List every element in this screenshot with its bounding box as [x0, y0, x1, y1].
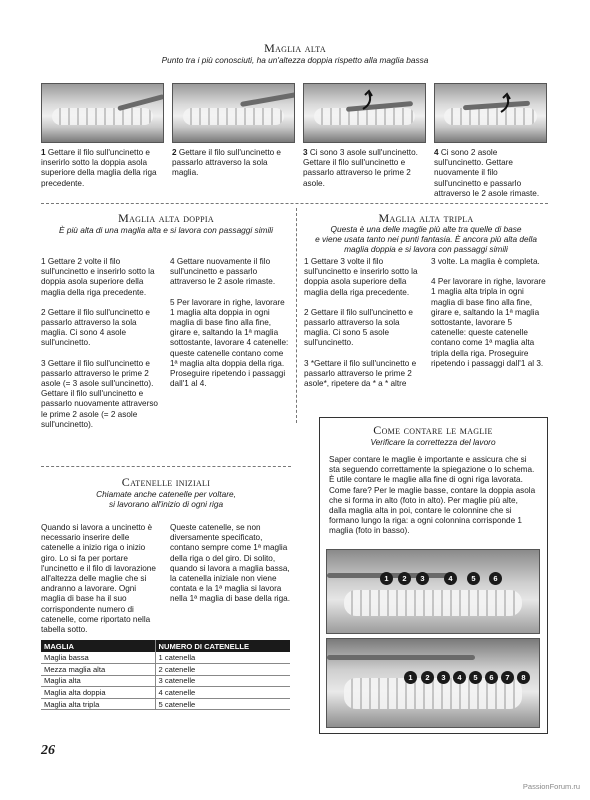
maglia-alta-subtitle: Punto tra i più conosciuti, ha un'altezza doppia rispetto alla maglia bassa [161, 55, 429, 65]
count-marker: 3 [437, 671, 450, 684]
column-divider [296, 208, 297, 423]
step-caption-4: 4 Ci sono 2 asole sull'uncinetto. Gettare nuovamente il filo sull'uncinetto e passarlo attraverso le 2 asole rimaste. [434, 148, 540, 198]
table-row [41, 675, 290, 687]
table-row [41, 652, 290, 664]
catenelle-subtitle: Chiamate anche catenelle per voltare, si lavorano all'inizio di ogni riga [96, 489, 236, 509]
table-cell: 4 catenelle [155, 687, 290, 699]
maglia-alta-doppia-title: Maglia alta doppia [118, 211, 214, 225]
tripla-column-2: 3 volte. La maglia è completa. 4 Per lavorare in righe, lavorare 1 maglia alta tripla in ogni maglia di base fino alla fine, girare e, saltando la 1ª maglia sottostante, lavorare 5 catenelle: queste catenelle contano come 1ª maglia alta tripla della riga. Proseguire ripetendo i passaggi dall'1 al 3. [431, 257, 546, 368]
come-contare-title: Come contare le maglie [373, 423, 493, 437]
step-caption-1: 1 Gettare il filo sull'uncinetto e inserirlo sotto la doppia asola superiore della maglia della riga precedente. [41, 148, 157, 188]
arrow-up-icon [497, 92, 517, 114]
catenelle-title: Catenelle iniziali [121, 475, 211, 489]
count-marker: 6 [489, 572, 502, 585]
catenelle-column-1: Quando si lavora a uncinetto è necessario inserire delle catenelle a inizio riga o inizio giro. Lo si fa per portare l'uncinetto e il filo di lavorazione all'altezza delle maglie che si andranno a lavorare. Ogni maglia di base ha il suo corrispondente numero di catenelle, come riportato nella tabella sotto. [41, 523, 156, 635]
count-marker: 2 [421, 671, 434, 684]
page-number: 26 [41, 743, 55, 758]
step-photo-3 [303, 83, 426, 143]
tripla-column-1: 1 Gettare 3 volte il filo sull'uncinetto e inserirlo sotto la doppia asola superiore della maglia della riga precedente. 2 Gettare il filo sull'uncinetto e passarlo attraverso la sola maglia. Ci sono 5 asole sull'uncinetto. 3 *Gettare il filo sull'uncinetto e passarlo attraverso le prime 2 asole*, ripetere da * a * altre [304, 257, 418, 389]
come-contare-subtitle: Verificare la correttezza del lavoro [370, 437, 496, 447]
table-cell: Mezza maglia alta [41, 664, 155, 676]
table-cell: 1 catenella [155, 652, 290, 664]
doppia-column-1: 1 Gettare 2 volte il filo sull'uncinetto e inserirlo sotto la doppia asola superiore della maglia della riga precedente. 2 Gettare il filo sull'uncinetto e passarlo attraverso la sola maglia. Ci sono 4 asole sull'uncinetto. 3 Gettare il filo sull'uncinetto e passarlo attraverso le prime 2 asole (= 3 asole sull'uncinetto). Gettare il filo sull'uncinetto e passarlo nuovamente attraverso le prime 2 asole (= 2 asole sull'uncinetto). [41, 257, 158, 429]
come-contare-box [319, 417, 548, 734]
watermark: PassionForum.ru [522, 782, 580, 791]
table-cell: 3 catenelle [155, 675, 290, 687]
section-divider [41, 203, 548, 204]
count-marker: 5 [467, 572, 480, 585]
count-marker: 6 [485, 671, 498, 684]
count-marker: 5 [469, 671, 482, 684]
step-caption-3: 3 Ci sono 3 asole sull'uncinetto. Gettare il filo sull'uncinetto e passarlo attraverso le prime 2 asole. [303, 148, 418, 188]
table-cell: Maglia alta [41, 675, 155, 687]
step-photo-2 [172, 83, 295, 143]
step-caption-2: 2 Gettare il filo sull'uncinetto e passarlo attraverso la sola maglia. [172, 148, 281, 178]
maglia-alta-tripla-subtitle: Questa è una delle maglie più alte tra quelle di base e viene usata tanto nei punti fantasia. È ancora più alta della maglia doppia e si lavora con passaggi simili [315, 224, 537, 254]
count-marker: 1 [380, 572, 393, 585]
count-marker: 2 [398, 572, 411, 585]
table-row [41, 698, 290, 710]
count-marker: 8 [517, 671, 530, 684]
maglia-alta-tripla-title: Maglia alta tripla [378, 211, 474, 225]
step-photo-1 [41, 83, 164, 143]
maglia-alta-doppia-subtitle: È più alta di una maglia alta e si lavora con passaggi simili [59, 225, 273, 235]
table-cell: Maglia bassa [41, 652, 155, 664]
count-marker: 7 [501, 671, 514, 684]
count-photo-bottom [326, 638, 540, 728]
arrow-up-icon [359, 89, 379, 111]
table-row [41, 687, 290, 699]
doppia-column-2: 4 Gettare nuovamente il filo sull'uncinetto e passarlo attraverso le 2 asole rimaste. 5 Per lavorare in righe, lavorare 1 maglia alta doppia in ogni maglia di base fino alla fine, girare e, saltando la 1ª maglia sottostante, lavorare 4 catenelle: queste catenelle contano come 1ª maglia alta doppia della riga. Proseguire ripetendo i passaggi dall'1 al 4. [170, 257, 289, 389]
count-marker: 4 [453, 671, 466, 684]
table-cell: Maglia alta tripla [41, 698, 155, 710]
count-marker: 3 [416, 572, 429, 585]
table-header-row [41, 640, 290, 652]
table-row [41, 664, 290, 676]
table-header: MAGLIA [41, 640, 155, 652]
step-photo-4 [434, 83, 547, 143]
come-contare-text: Saper contare le maglie è importante e assicura che si sta seguendo correttamente la spiegazione o lo schema. È utile contare le maglie alla fine di ogni riga lavorata. Come fare? Per le maglie basse, contare la doppia asola che si forma in alto (foto in alto). Per maglie più alte, dalla maglia alta in poi, contare le colonnine che si formano lungo la riga: a ogni colonnina corrisponde 1 maglia (foto in basso). [329, 455, 536, 536]
catenelle-table [41, 640, 290, 710]
section-divider [41, 466, 291, 467]
maglia-alta-title: Maglia alta [264, 41, 326, 55]
count-marker: 4 [444, 572, 457, 585]
table-cell: 2 catenelle [155, 664, 290, 676]
count-marker: 1 [404, 671, 417, 684]
catenelle-column-2: Queste catenelle, se non diversamente specificato, contano sempre come 1ª maglia della riga o del giro. Di solito, quando si lavora a maglia bassa, la catenella iniziale non viene contata e la 1ª maglia si lavora nella 1ª maglia di base della riga. [170, 523, 291, 604]
table-cell: 5 catenelle [155, 698, 290, 710]
table-header: NUMERO DI CATENELLE [155, 640, 290, 652]
count-photo-top [326, 549, 540, 634]
table-cell: Maglia alta doppia [41, 687, 155, 699]
